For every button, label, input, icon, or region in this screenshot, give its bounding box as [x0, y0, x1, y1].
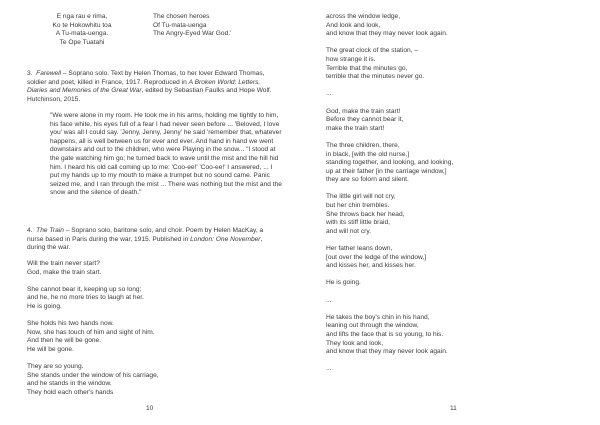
verse-line: leaning out through the window, [326, 322, 419, 330]
verse-line: [out over the ledge of the window,] [326, 253, 427, 261]
verse-line: make the train start! [326, 124, 385, 132]
english-poem [153, 13, 293, 39]
verse-line: up at their father [in the carriage window,] [326, 167, 447, 175]
verse-line: He will be gone. [27, 345, 74, 353]
verse-line: Before they cannot bear it, [326, 116, 404, 124]
stanza [326, 193, 453, 236]
verse-line: She stands under the window of his carriage, [27, 371, 159, 379]
verse-line: The three children, there, [326, 141, 400, 149]
verse-line: and lifts the face that is so young, to his. [326, 330, 444, 338]
piece-title: The Train [36, 227, 64, 234]
verse-line: She cannot bear it, keeping up so long; [27, 285, 142, 293]
section-number: 4. [27, 227, 33, 234]
verse-line: and know that they may never look again. [326, 30, 448, 38]
book-title: A Broken World: Letters, Diaries and Memories of the Great War [27, 78, 261, 95]
stanza-ellipsis [326, 297, 453, 306]
train-heading [27, 227, 277, 253]
stanza-ellipsis [326, 365, 453, 374]
verse-line: Her father leans down, [326, 245, 393, 253]
verse-line: how strange it is. [326, 55, 376, 63]
stanza-ellipsis [326, 90, 453, 99]
farewell-quote: "We were alone in my room. He took me in his arms, holding me tightly to him, his face white, his eyes full of a fear I had never seen before ... 'Beloved, I love you' was all I could say. 'Jenny, Jenny, Jenny' he said 'remember that, whatever happens, all is well between us for ever and ever. And hand in hand we went downstairs and out to the children, who were Playing in the snow... "I stood at the gate watching him go; he turned back to wave until the mist and the hill hid him. I heard his old call coming up to me: 'Coo-ee!' 'Coo-ee!' I answered, ... I put my hands up to my mouth to make a trumpet but no sound came. Panic seized me, and I ran through the mist ... There was nothing but the mist and the snow and the silence of death." [50, 112, 282, 197]
piece-description: – Soprano solo. Text by Helen Thomas, to her lover Edward Thomas, soldier and poet, killed in France, 1917. Reproduced in [27, 70, 265, 86]
verse-line: Now, she has touch of him and sight of him. [27, 328, 155, 336]
poem-line: A Tu-mata-uenga. [55, 30, 109, 38]
maori-poem [27, 13, 137, 47]
verse-line: She holds his two hands now. [27, 320, 114, 328]
verse-line: with its stiff little braid, [326, 219, 391, 227]
stanza [326, 13, 453, 39]
stanza [27, 320, 159, 354]
verse-line: Will the train never start? [27, 260, 100, 267]
verse-line: The great clock of the station, – [326, 47, 418, 55]
page-number: 11 [450, 405, 457, 412]
verse-line: He takes the boy's chin in his hand, [326, 313, 430, 321]
verse-line: ... [326, 296, 332, 304]
verse-line: She throws back her head, [326, 210, 405, 218]
poem-line: The Angry-Eyed War God.' [153, 30, 232, 38]
piece-description: – Soprano solo, baritone solo, and choir. Poem by Helen MacKay, a nurse based in Paris during the war, 1915. Published in [27, 227, 264, 243]
piece-description-end: , during the war. [27, 235, 263, 252]
verse-line: They look and look, [326, 339, 384, 347]
poem-line: Of Tu-mata-uenga [153, 21, 207, 29]
page-number: 10 [146, 405, 154, 412]
poem-line: Te Ope Tuatahi [59, 38, 105, 46]
train-poem-part-2 [326, 13, 453, 383]
poem-line: E nga rau e rima, [56, 13, 108, 20]
stanza [326, 142, 453, 185]
verse-line: Terrible that the minutes go, [326, 64, 408, 72]
verse-line: and he, he no more tries to laugh at her. [27, 294, 144, 302]
book-title: London: One November [190, 235, 261, 243]
stanza [326, 314, 453, 357]
train-poem-part-1 [27, 260, 159, 406]
verse-line: ... [326, 365, 332, 373]
verse-line: and kisses her, and kisses her. [326, 262, 416, 270]
verse-line: And look and look, [326, 21, 381, 29]
verse-line: He is going. [326, 279, 361, 287]
verse-line: They hold each other's hands [27, 388, 114, 396]
poem-line: The chosen heroes [153, 13, 210, 20]
stanza [326, 279, 453, 288]
verse-line: They are so young. [27, 363, 84, 371]
verse-line: ... [326, 90, 332, 98]
verse-line: across the window ledge, [326, 13, 401, 20]
verse-line: in black, [with the old nurse,] [326, 150, 410, 158]
verse-line: standing together, and looking, and looking, [326, 159, 454, 167]
stanza [27, 363, 159, 397]
verse-line: God, make the train start. [27, 268, 102, 276]
stanza [27, 286, 159, 312]
poem-line: Ko te Hokowhitu toa [52, 21, 112, 29]
piece-description-end: , edited by Sebastian Faulks and Hope Wolf. Hutchinson, 2015. [27, 87, 272, 103]
stanza [27, 260, 159, 277]
verse-line: God, make the train start! [326, 107, 401, 115]
verse-line: but her chin trembles. [326, 202, 390, 210]
stanza [326, 47, 453, 81]
section-number: 3. [27, 70, 33, 77]
piece-title: Farewell [36, 70, 62, 77]
stanza [326, 245, 453, 271]
stanza [326, 108, 453, 134]
verse-line: He is going. [27, 302, 62, 310]
verse-line: And then he will be gone. [27, 337, 102, 345]
verse-line: they are so folorn and silent. [326, 176, 409, 184]
right-page [300, 0, 600, 425]
farewell-heading [27, 70, 279, 104]
verse-line: terrible that the minutes never go. [326, 73, 425, 81]
verse-line: and he stands in the window. [27, 380, 112, 388]
verse-line: and will not cry. [326, 227, 371, 235]
verse-line: The little girl will not cry, [326, 193, 396, 201]
verse-line: and know that they may never look again. [326, 348, 448, 356]
